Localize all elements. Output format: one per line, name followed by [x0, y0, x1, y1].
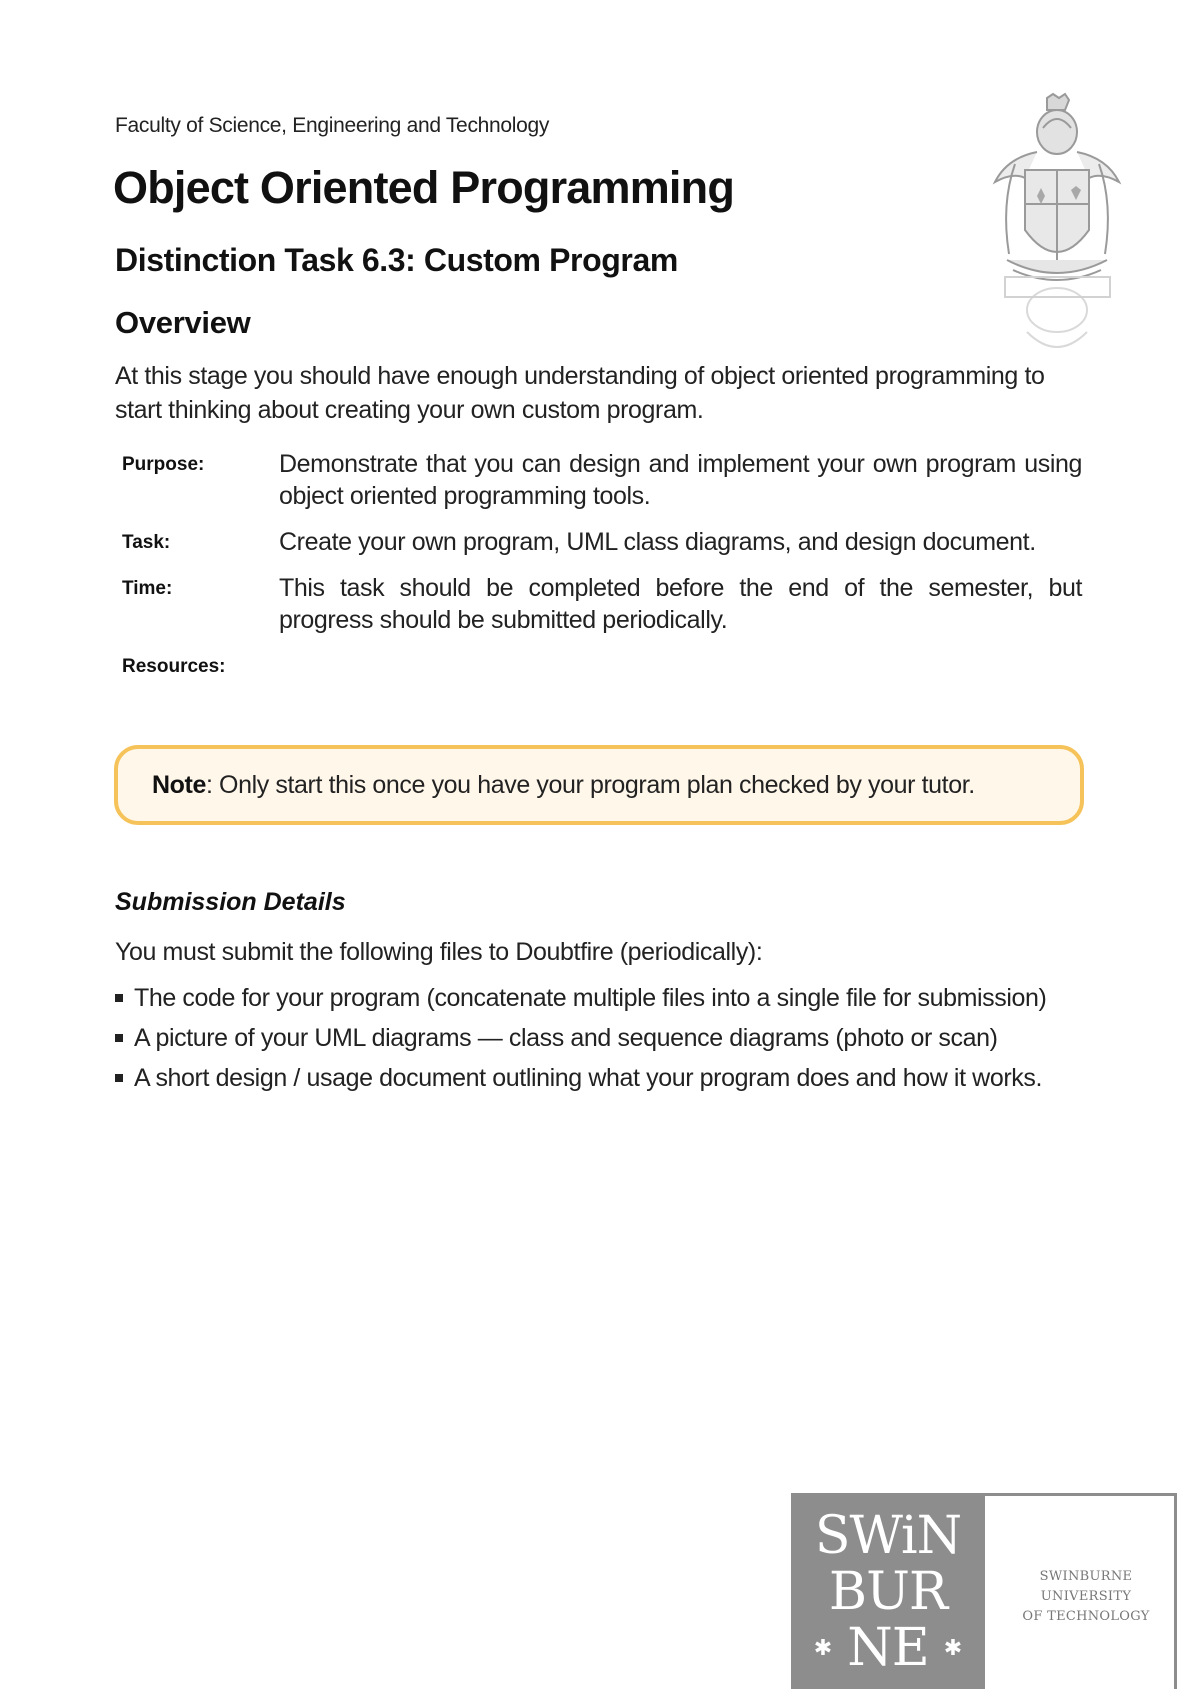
detail-label: Time:: [122, 578, 173, 599]
detail-label: Resources:: [122, 656, 226, 677]
submission-intro: You must submit the following files to Doubtfire (periodically):: [115, 938, 763, 966]
overview-text: At this stage you should have enough understanding of object oriented programming to start thinking about creating your own custom program.: [115, 362, 1045, 424]
faculty-name: Faculty of Science, Engineering and Technology: [115, 114, 550, 137]
note-box: [114, 745, 1084, 825]
page-title: Object Oriented Programming: [113, 162, 735, 213]
detail-row-purpose: [122, 448, 1082, 512]
detail-row-resources: [122, 650, 1082, 678]
note-text: : Only start this once you have your program plan checked by your tutor.: [205, 770, 975, 799]
swinburne-wordmark-icon: [791, 1493, 985, 1689]
detail-value: Create your own program, UML class diagrams, and design document.: [279, 528, 1036, 556]
submission-heading: Submission Details: [115, 888, 346, 916]
detail-row-time: [122, 572, 1082, 636]
swinburne-wordmark: [791, 1493, 985, 1689]
detail-label: Task:: [122, 532, 171, 553]
list-item: A short design / usage document outlining what your program does and how it works.: [115, 1058, 1046, 1098]
detail-value: This task should be completed before the end of the semester, but progress should be submitted periodically.: [279, 574, 1082, 634]
university-name: SWINBURNE UNIVERSITY OF TECHNOLOGY: [1022, 1569, 1150, 1624]
task-subtitle: Distinction Task 6.3: Custom Program: [115, 242, 678, 278]
overview-heading: Overview: [115, 305, 251, 340]
list-item: A picture of your UML diagrams — class and sequence diagrams (photo or scan): [115, 1018, 1046, 1058]
task-details-table: [122, 448, 1082, 692]
detail-row-task: [122, 526, 1082, 558]
submission-list: [115, 978, 1046, 1098]
list-item: The code for your program (concatenate multiple files into a single file for submission): [115, 978, 1046, 1018]
crest-icon: [985, 92, 1130, 362]
svg-text:✱: ✱: [813, 1636, 833, 1661]
bullet-icon: [115, 994, 123, 1002]
detail-label: Purpose:: [122, 454, 205, 475]
bullet-icon: [115, 1034, 123, 1042]
detail-value: [279, 650, 1082, 678]
detail-value: Demonstrate that you can design and implement your own program using object oriented programming tools.: [279, 450, 1082, 510]
note-label: Note: [152, 770, 206, 799]
wordmark-line-3: NE: [847, 1618, 929, 1678]
wordmark-line-1: SWiN: [814, 1506, 962, 1566]
svg-text:✱: ✱: [943, 1636, 963, 1661]
wordmark-line-2: BUR: [828, 1562, 948, 1622]
bullet-icon: [115, 1074, 123, 1082]
